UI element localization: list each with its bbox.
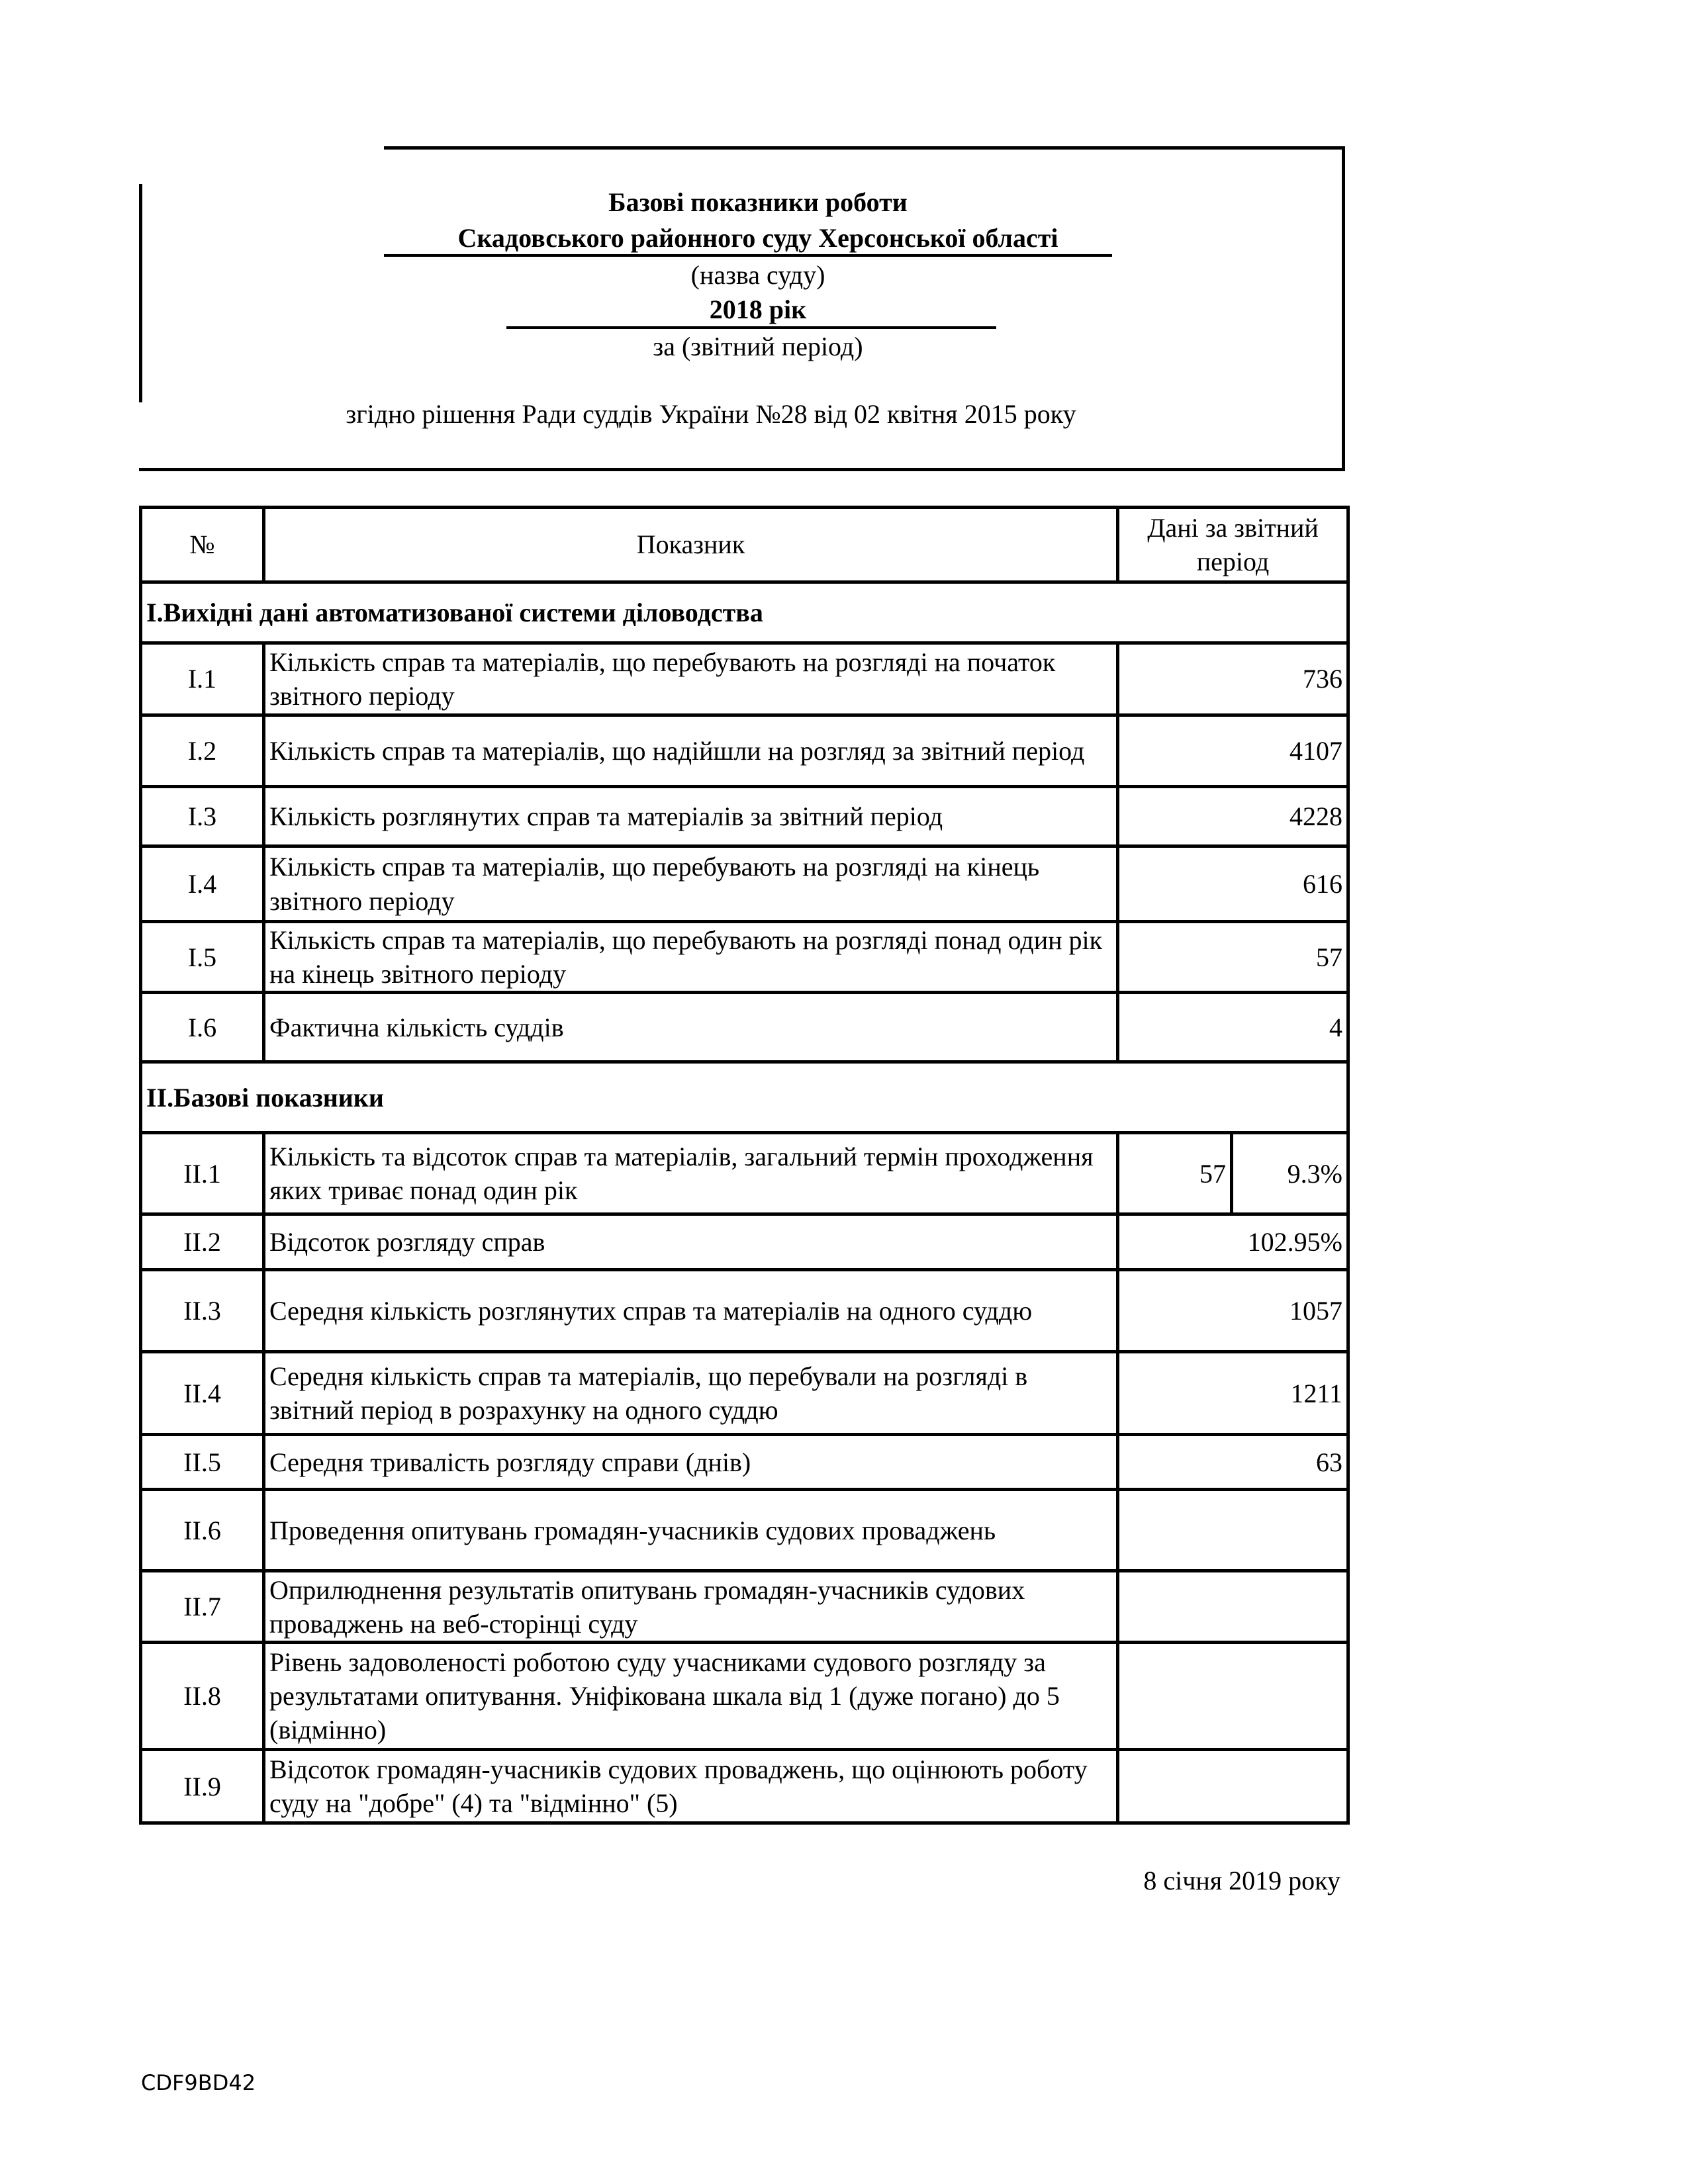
row-number: I.5 (141, 922, 264, 993)
court-name-caption: (назва суду) (690, 260, 825, 290)
row-number: I.3 (141, 787, 264, 846)
row-number: I.1 (141, 643, 264, 715)
row-value: 102.95% (1118, 1214, 1348, 1270)
signature-date: 8 січня 2019 року (1143, 1866, 1340, 1895)
court-name: Скадовського районного суду Херсонської області (457, 223, 1058, 253)
table-row (141, 846, 1348, 922)
document-code: CDF9BD42 (141, 2070, 256, 2095)
row-number: II.9 (141, 1750, 264, 1823)
table-row (141, 715, 1348, 787)
header-top-border (384, 146, 1344, 150)
row-value (1118, 1750, 1348, 1823)
row-value-count: 57 (1118, 1133, 1232, 1214)
section-row (141, 582, 1348, 643)
row-value-percent: 9.3% (1232, 1133, 1348, 1214)
document-title: Базові показники роботи (608, 187, 908, 217)
row-indicator: Відсоток громадян-учасників судових проваджень, що оцінюють роботу суду на "добре" (4) та "відмінно" (5) (264, 1750, 1118, 1823)
period-caption: за (звітний період) (653, 332, 863, 361)
row-indicator: Середня кількість справ та матеріалів, що перебували на розгляді в звітний період в розрахунку на одного суддю (264, 1352, 1118, 1435)
row-value: 63 (1118, 1435, 1348, 1490)
report-period: 2018 рік (709, 295, 807, 324)
table-row (141, 1490, 1348, 1571)
row-indicator: Кількість справ та матеріалів, що перебувають на розгляді на початок звітного періоду (264, 643, 1118, 715)
row-value (1118, 1490, 1348, 1571)
table-row (141, 1133, 1348, 1214)
row-indicator: Рівень задоволеності роботою суду учасниками судового розгляду за результатами опитування. Уніфікована шкала від 1 (дуже погано) до 5 (відмінно) (264, 1643, 1118, 1750)
row-indicator: Середня тривалість розгляду справи (днів) (264, 1435, 1118, 1490)
table-header-row (141, 508, 1348, 582)
row-value: 1211 (1118, 1352, 1348, 1435)
decision-reference (139, 398, 1344, 430)
court-name-underline (384, 254, 1112, 257)
table-row (141, 1435, 1348, 1490)
row-indicator: Кількість справ та матеріалів, що надійшли на розгляд за звітний період (264, 715, 1118, 787)
row-indicator: Оприлюднення результатів опитувань громадян-учасників судових проваджень на веб-сторінці суду (264, 1571, 1118, 1643)
section-2-title: II.Базові показники (141, 1062, 1348, 1133)
section-1-title: I.Вихідні дані автоматизованої системи діловодства (141, 582, 1348, 643)
row-value: 616 (1118, 846, 1348, 922)
row-value: 736 (1118, 643, 1348, 715)
row-indicator: Кількість справ та матеріалів, що перебувають на розгляді понад один рік на кінець звітного періоду (264, 922, 1118, 993)
row-indicator: Кількість та відсоток справ та матеріалів, загальний термін проходження яких триває понад один рік (264, 1133, 1118, 1214)
table-row (141, 1270, 1348, 1352)
row-value: 4107 (1118, 715, 1348, 787)
header-left-border (139, 184, 142, 402)
row-indicator: Відсоток розгляду справ (264, 1214, 1118, 1270)
decision-text: згідно рішення Ради суддів України №28 від 02 квітня 2015 року (346, 399, 1076, 429)
indicators-table (139, 506, 1350, 1825)
row-indicator: Проведення опитувань громадян-учасників судових проваджень (264, 1490, 1118, 1571)
table-row (141, 922, 1348, 993)
table-row (141, 787, 1348, 846)
row-value (1118, 1571, 1348, 1643)
row-number: I.4 (141, 846, 264, 922)
row-number: I.2 (141, 715, 264, 787)
table-row (141, 1352, 1348, 1435)
row-number: II.1 (141, 1133, 264, 1214)
row-number: I.6 (141, 993, 264, 1062)
table-row (141, 1643, 1348, 1750)
table-row (141, 993, 1348, 1062)
row-indicator: Кількість справ та матеріалів, що перебувають на розгляді на кінець звітного періоду (264, 846, 1118, 922)
section-row (141, 1062, 1348, 1133)
table-row (141, 643, 1348, 715)
row-value: 4 (1118, 993, 1348, 1062)
period-underline (506, 326, 996, 329)
table-row (141, 1214, 1348, 1270)
row-value (1118, 1643, 1348, 1750)
row-number: II.6 (141, 1490, 264, 1571)
row-indicator: Кількість розглянутих справ та матеріалів за звітний період (264, 787, 1118, 846)
row-indicator: Фактична кількість суддів (264, 993, 1118, 1062)
row-value: 57 (1118, 922, 1348, 993)
table-row (141, 1571, 1348, 1643)
row-indicator: Середня кількість розглянутих справ та матеріалів на одного суддю (264, 1270, 1118, 1352)
row-value: 4228 (1118, 787, 1348, 846)
column-header-indicator: Показник (264, 508, 1118, 582)
row-number: II.2 (141, 1214, 264, 1270)
row-number: II.4 (141, 1352, 264, 1435)
table-row (141, 1750, 1348, 1823)
row-number: II.3 (141, 1270, 264, 1352)
row-number: II.7 (141, 1571, 264, 1643)
row-value: 1057 (1118, 1270, 1348, 1352)
header-bottom-border (139, 468, 1345, 471)
row-number: II.8 (141, 1643, 264, 1750)
column-header-value: Дані за звітний період (1118, 508, 1348, 582)
row-number: II.5 (141, 1435, 264, 1490)
column-header-number: № (141, 508, 264, 582)
